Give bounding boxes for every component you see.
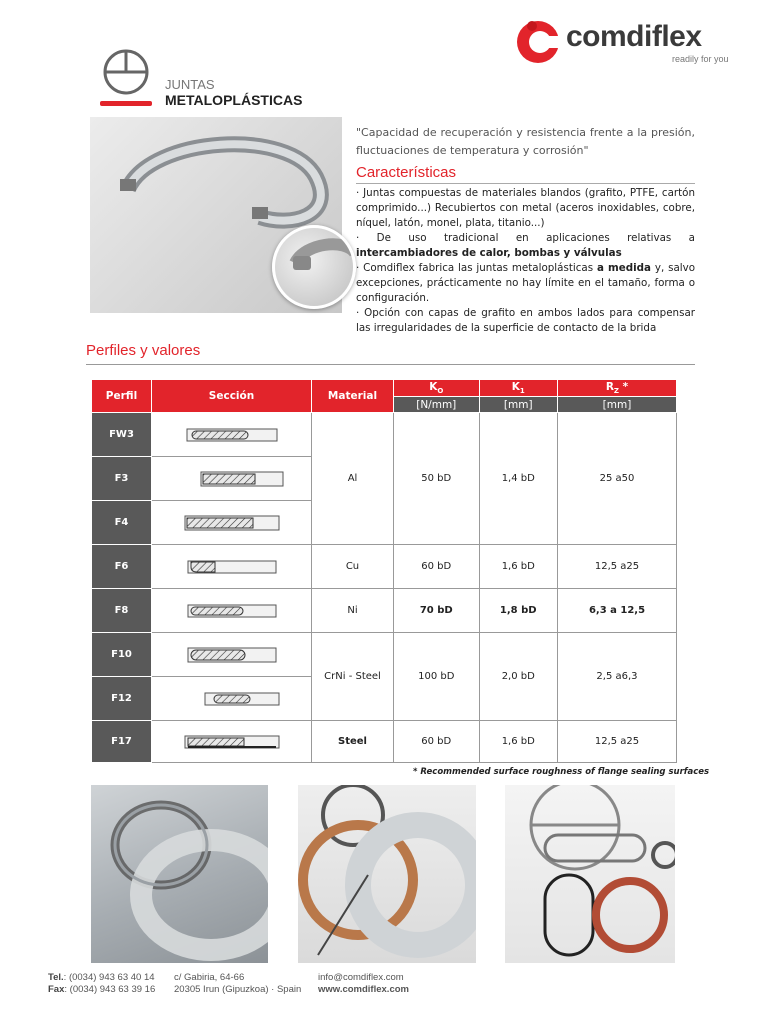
rings-photo-3 [505,785,675,963]
k1-cell: 1,6 bD [479,545,557,589]
k1-cell: 1,4 bD [479,413,557,545]
section-drawing [152,677,312,721]
product-title-line2: METALOPLÁSTICAS [165,92,303,108]
product-quote: "Capacidad de recuperación y resistencia frente a la presión, fluctuaciones de temperatura y corrosión" [356,126,695,157]
col-k1-unit: [mm] [479,397,557,413]
profiles-heading: Perfiles y valores [86,342,201,359]
brand-name: comdiflex [566,20,702,53]
k0-cell: 100 bD [394,633,480,721]
feature-item: · Opción con capas de grafito en ambos lados para compensar las irregularidades de la superficie de contacto de la brida [356,307,695,334]
rings-photo-1 [91,785,268,963]
rz-cell: 12,5 a25 [557,545,676,589]
perfil-cell: F4 [92,501,152,545]
footer-contact [318,972,409,996]
table-row [92,545,677,589]
col-k0-unit: [N/mm] [394,397,480,413]
k1-cell: 1,6 bD [479,721,557,763]
k1-cell: 1,8 bD [479,589,557,633]
col-k1: $K_1$ [479,380,557,397]
perfil-cell: F17 [92,721,152,763]
col-rz-unit: [mm] [557,397,676,413]
product-title-line1: JUNTAS [165,77,215,92]
table-row [92,633,677,677]
comdiflex-mark-icon [512,14,564,66]
features-heading: Características [356,164,457,181]
rz-cell: 6,3 a 12,5 [557,589,676,633]
footer [0,970,768,1024]
table-row [92,721,677,763]
rz-cell: 2,5 a6,3 [557,633,676,721]
website-link[interactable]: www.comdiflex.com [318,984,409,995]
table-row [92,413,677,457]
gasket-profile-icon [98,46,154,108]
rings-photo-2 [298,785,476,963]
gasket-section-zoom-image [272,225,356,309]
footer-phones: Tel.: (0034) 943 63 40 14 Fax: (0034) 943 63 39 16 [48,972,156,995]
material-cell: Al [312,413,394,545]
feature-item: · De uso tradicional en aplicaciones relativas a intercambiadores de calor, bombas y válvulas [356,232,695,259]
section-drawing [152,721,312,763]
perfil-cell: F12 [92,677,152,721]
comdiflex-logo [512,14,737,66]
perfil-cell: F6 [92,545,152,589]
material-cell: Cu [312,545,394,589]
col-seccion: Sección [152,380,312,413]
feature-item: · Comdiflex fabrica las juntas metaloplásticas a medida y, salvo excepciones, prácticamente no hay límite en el tamaño, forma o configuración. [356,262,696,304]
perfil-cell: F3 [92,457,152,501]
email-link[interactable]: info@comdiflex.com [318,972,404,983]
col-rz: $R_Z$ * [557,380,676,397]
perfil-cell: F10 [92,633,152,677]
section-drawing [152,589,312,633]
material-cell: Ni [312,589,394,633]
material-cell: Steel [312,721,394,763]
col-k0: $K_O$ [394,380,480,397]
rz-cell: 25 a50 [557,413,676,545]
k0-cell: 60 bD [394,545,480,589]
section-drawing [152,457,312,501]
k1-cell: 2,0 bD [479,633,557,721]
features-list [356,186,695,336]
material-cell: CrNi - Steel [312,633,394,721]
brand-tagline: readily for you [672,54,729,64]
features-divider [356,183,695,184]
col-material: Material [312,380,394,413]
perfil-cell: F8 [92,589,152,633]
k0-cell: 60 bD [394,721,480,763]
section-drawing [152,633,312,677]
k0-cell: 70 bD [394,589,480,633]
feature-item: · Juntas compuestas de materiales blandos (grafito, PTFE, cartón comprimido...) Recubiertos con metal (aceros inoxidables, cobre, níquel, latón, monel, plata, titanio...) [356,187,695,229]
profiles-divider [86,364,695,365]
profiles-table [91,379,677,763]
col-perfil: Perfil [92,380,152,413]
table-footnote: * Recommended surface roughness of flange sealing surfaces [413,767,710,777]
perfil-cell: FW3 [92,413,152,457]
k0-cell: 50 bD [394,413,480,545]
section-drawing [152,501,312,545]
rz-cell: 12,5 a25 [557,721,676,763]
section-drawing [152,545,312,589]
footer-address: c/ Gabiria, 64-66 20305 Irun (Gipuzkoa) · Spain [174,972,302,995]
table-row [92,589,677,633]
section-drawing [152,413,312,457]
